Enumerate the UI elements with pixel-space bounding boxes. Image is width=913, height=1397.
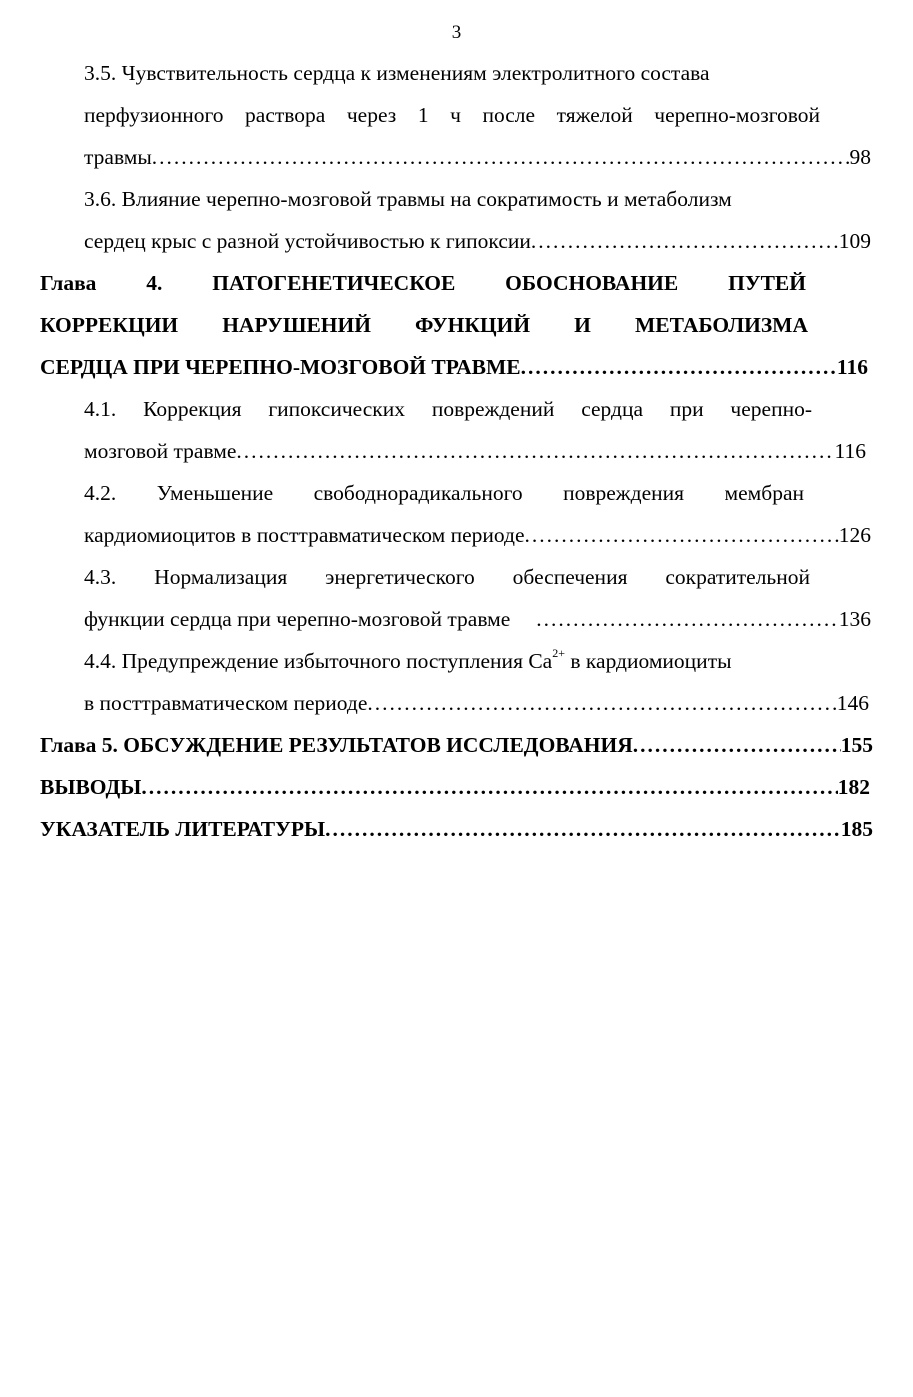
page-number: 3 bbox=[451, 22, 462, 43]
toc-3-6-page: 109 bbox=[838, 229, 871, 253]
toc-3-5-line2: перфузионного раствора через 1 ч после тяжелой черепно-мозговой bbox=[84, 103, 820, 127]
leader-dots bbox=[633, 732, 841, 758]
toc-4-4-page: 146 bbox=[836, 691, 869, 715]
toc-3-5-line3[interactable] bbox=[84, 144, 871, 170]
toc-conclusions-title: ВЫВОДЫ bbox=[40, 775, 142, 799]
toc-ch4-line2: КОРРЕКЦИИ НАРУШЕНИЙ ФУНКЦИЙ И МЕТАБОЛИЗМА bbox=[40, 313, 808, 337]
leader-dots bbox=[236, 438, 834, 464]
toc-4-2-line1: 4.2. Уменьшение свободнорадикального повреждения мембран bbox=[84, 481, 804, 505]
toc-3-6-line1: 3.6. Влияние черепно-мозговой травмы на сократимость и метаболизм bbox=[84, 187, 732, 211]
leader-dots bbox=[152, 144, 850, 170]
toc-4-3-page: 136 bbox=[838, 607, 871, 631]
leader-dots bbox=[525, 522, 839, 548]
toc-3-5-line1: 3.5. Чувствительность сердца к изменениям электролитного состава bbox=[84, 61, 710, 85]
toc-4-3-title-end: функции сердца при черепно-мозговой травме bbox=[84, 607, 511, 631]
toc-4-2-title-end: кардиомиоцитов в посттравматическом периоде bbox=[84, 523, 525, 547]
leader-dots bbox=[367, 690, 836, 716]
toc-4-3-line1: 4.3. Нормализация энергетического обеспечения сократительной bbox=[84, 565, 810, 589]
leader-dots bbox=[536, 606, 838, 632]
toc-4-2-page: 126 bbox=[838, 523, 871, 547]
toc-references-page: 185 bbox=[840, 817, 873, 841]
toc-conclusions[interactable] bbox=[40, 774, 870, 800]
toc-ch5-title: Глава 5. ОБСУЖДЕНИЕ РЕЗУЛЬТАТОВ ИССЛЕДОВАНИЯ bbox=[40, 733, 633, 757]
toc-3-5-page: 98 bbox=[849, 145, 871, 169]
toc-4-4-text-a: 4.4. Предупреждение избыточного поступления Ca bbox=[84, 649, 553, 673]
calcium-charge-superscript: 2+ bbox=[552, 646, 565, 660]
leader-dots bbox=[325, 816, 841, 842]
toc-3-6-title-end: сердец крыс с разной устойчивостью к гипоксии bbox=[84, 229, 531, 253]
toc-4-4-line2[interactable] bbox=[84, 690, 869, 716]
toc-references[interactable] bbox=[40, 816, 873, 842]
toc-4-1-line1: 4.1. Коррекция гипоксических повреждений сердца при черепно- bbox=[84, 397, 812, 421]
toc-4-4-title-end: в посттравматическом периоде bbox=[84, 691, 368, 715]
toc-4-1-line2[interactable] bbox=[84, 438, 866, 464]
leader-dots bbox=[521, 354, 837, 380]
toc-3-6-line2[interactable] bbox=[84, 228, 871, 254]
toc-4-2-line2[interactable] bbox=[84, 522, 871, 548]
toc-ch4-line3[interactable] bbox=[40, 354, 868, 380]
toc-ch4-page: 116 bbox=[836, 355, 868, 379]
toc-4-1-page: 116 bbox=[834, 439, 866, 463]
leader-dots bbox=[141, 774, 837, 800]
toc-4-3-line2[interactable] bbox=[84, 606, 871, 632]
toc-4-4-text-b: в кардиомиоциты bbox=[565, 649, 732, 673]
leader-dots bbox=[531, 228, 839, 254]
toc-4-1-title-end: мозговой травме bbox=[84, 439, 237, 463]
toc-conclusions-page: 182 bbox=[837, 775, 870, 799]
toc-ch4-line1: Глава 4. ПАТОГЕНЕТИЧЕСКОЕ ОБОСНОВАНИЕ ПУТЕЙ bbox=[40, 271, 806, 295]
toc-ch5-page: 155 bbox=[840, 733, 873, 757]
toc-ch4-title-end: СЕРДЦА ПРИ ЧЕРЕПНО-МОЗГОВОЙ ТРАВМЕ bbox=[40, 355, 521, 379]
toc-3-5-title-end: травмы bbox=[84, 145, 152, 169]
toc-ch5[interactable] bbox=[40, 732, 873, 758]
toc-4-4-line1 bbox=[84, 648, 732, 674]
toc-references-title: УКАЗАТЕЛЬ ЛИТЕРАТУРЫ bbox=[40, 817, 326, 841]
